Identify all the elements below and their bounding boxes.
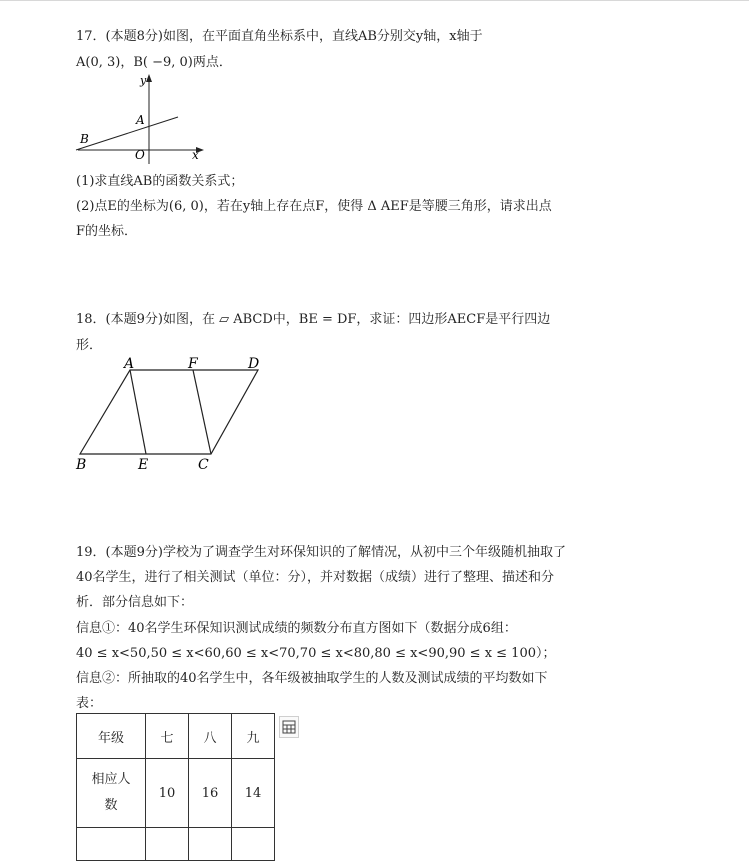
q18-line-1: 18．(本题9分)如图，在 ▱ ABCD中，BE = DF，求证：四边形AECF是平行四边 bbox=[76, 312, 551, 327]
q17-part-2-a: (2)点E的坐标为(6, 0)，若在y轴上存在点F，使得 Δ AEF是等腰三角形，请求出点 bbox=[76, 199, 552, 214]
q19-line-2: 40名学生，进行了相关测试（单位：分），并对数据（成绩）进行了整理、描述和分 bbox=[76, 570, 555, 585]
row-label-partial bbox=[77, 828, 146, 861]
fig-label-b: B bbox=[76, 457, 87, 473]
q17-part-2-b: F的坐标． bbox=[76, 224, 138, 239]
q19-line-7: 表： bbox=[76, 696, 103, 711]
table-row bbox=[77, 759, 275, 828]
line-ab bbox=[76, 117, 178, 150]
cell-count-8: 16 bbox=[189, 759, 232, 828]
grade-table bbox=[76, 713, 275, 861]
cell-count-7: 10 bbox=[146, 759, 189, 828]
fig-label-b: B bbox=[80, 132, 89, 146]
table-row bbox=[77, 828, 275, 861]
cell-partial-9 bbox=[232, 828, 275, 861]
q17-line-2: A(0, 3)，B( −9, 0)两点． bbox=[76, 55, 232, 70]
q19-line-5: 40 ≤ x<50,50 ≤ x<60,60 ≤ x<70,70 ≤ x<80,80 ≤ x<90,90 ≤ x ≤ 100）； bbox=[76, 646, 556, 661]
grid-icon bbox=[282, 720, 296, 734]
row-label-count bbox=[77, 759, 146, 828]
fig-label-x: x bbox=[192, 148, 199, 162]
fig-label-f: F bbox=[188, 356, 198, 372]
q19-line-4: 信息①：40名学生环保知识测试成绩的频数分布直方图如下（数据分成6组： bbox=[76, 621, 517, 636]
fig-label-c: C bbox=[198, 457, 209, 473]
header-cell-8: 八 bbox=[189, 714, 232, 759]
header-cell-grade: 年级 bbox=[77, 714, 146, 759]
cell-partial-8 bbox=[189, 828, 232, 861]
q18-line-2: 形． bbox=[76, 338, 103, 353]
parallelogram-abcd bbox=[80, 370, 258, 454]
fig-label-y: y bbox=[140, 74, 147, 87]
header-cell-9: 九 bbox=[232, 714, 275, 759]
row-label-line-2: 数 bbox=[104, 798, 118, 813]
fig-label-d: D bbox=[248, 356, 260, 372]
header-cell-7: 七 bbox=[146, 714, 189, 759]
top-border bbox=[0, 0, 749, 1]
fig-label-a: A bbox=[124, 356, 135, 372]
fig-label-a: A bbox=[136, 113, 145, 127]
q19-line-6: 信息②：所抽取的40名学生中，各年级被抽取学生的人数及测试成绩的平均数如下 bbox=[76, 671, 548, 686]
fig-label-e: E bbox=[138, 457, 149, 473]
row-label-line-1: 相应人 bbox=[91, 772, 131, 787]
table-expand-icon[interactable] bbox=[279, 716, 299, 738]
segment-cf bbox=[193, 370, 211, 454]
cell-partial-7 bbox=[146, 828, 189, 861]
q19-line-1: 19．(本题9分)学校为了调查学生对环保知识的了解情况，从初中三个年级随机抽取了 bbox=[76, 545, 566, 560]
segment-ae bbox=[130, 370, 146, 454]
q17-coordinate-figure bbox=[70, 72, 210, 168]
y-axis-arrow bbox=[146, 74, 152, 82]
fig-label-o: O bbox=[135, 148, 145, 162]
q19-line-3: 析．部分信息如下： bbox=[76, 595, 194, 610]
q18-parallelogram-figure bbox=[70, 352, 270, 476]
q17-line-1: 17．(本题8分)如图，在平面直角坐标系中，直线AB分别交y轴，x轴于 bbox=[76, 29, 483, 44]
cell-count-9: 14 bbox=[232, 759, 275, 828]
q17-part-1: (1)求直线AB的函数关系式； bbox=[76, 174, 244, 189]
table-header-row bbox=[77, 714, 275, 759]
